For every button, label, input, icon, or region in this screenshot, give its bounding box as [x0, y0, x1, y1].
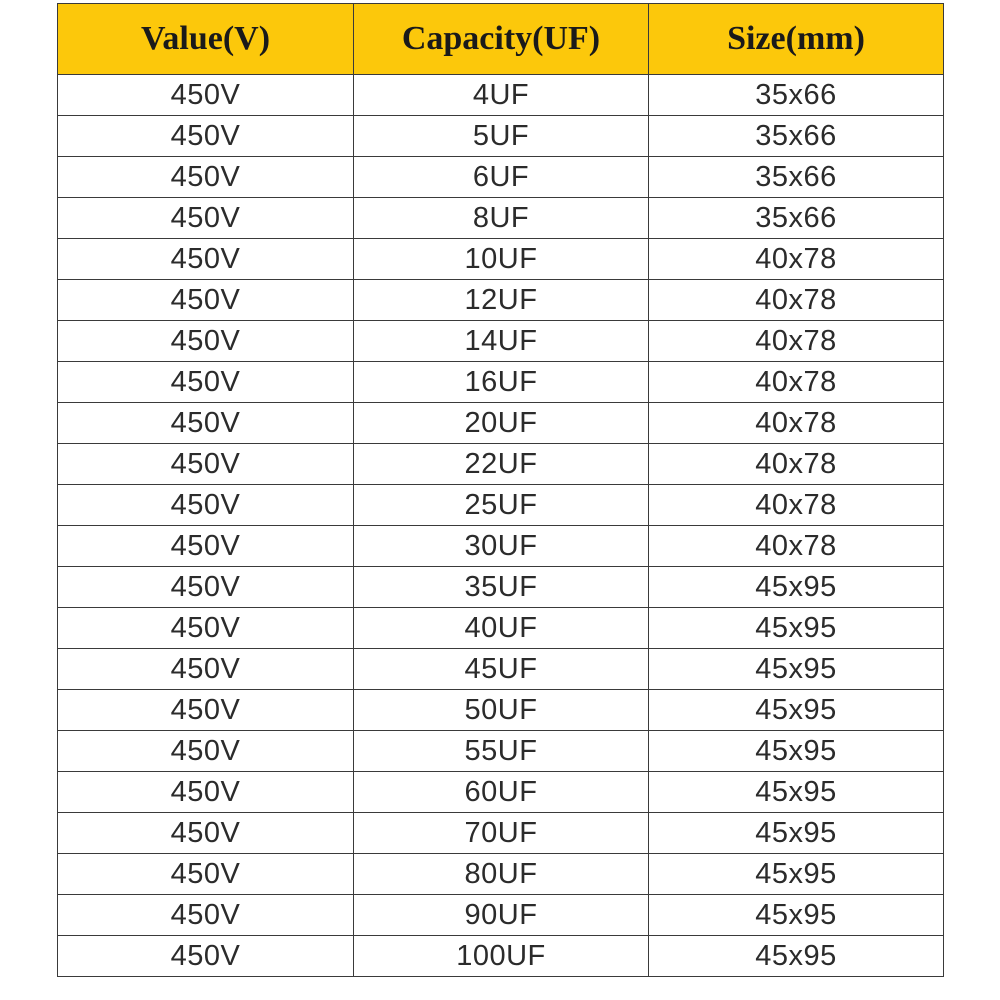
cell-value: 450V: [58, 444, 354, 485]
table-row: [58, 116, 944, 157]
cell-value: 450V: [58, 280, 354, 321]
cell-capacity: 100UF: [354, 936, 649, 977]
cell-capacity: 80UF: [354, 854, 649, 895]
table-row: [58, 239, 944, 280]
cell-size: 40x78: [649, 485, 944, 526]
cell-value: 450V: [58, 895, 354, 936]
cell-capacity: 55UF: [354, 731, 649, 772]
cell-capacity: 40UF: [354, 608, 649, 649]
table-row: [58, 731, 944, 772]
cell-value: 450V: [58, 772, 354, 813]
cell-size: 45x95: [649, 649, 944, 690]
table-row: [58, 608, 944, 649]
cell-capacity: 25UF: [354, 485, 649, 526]
cell-value: 450V: [58, 157, 354, 198]
cell-size: 45x95: [649, 690, 944, 731]
cell-capacity: 35UF: [354, 567, 649, 608]
cell-value: 450V: [58, 649, 354, 690]
table-row: [58, 75, 944, 116]
table-row: [58, 485, 944, 526]
cell-value: 450V: [58, 731, 354, 772]
header-size: Size(mm): [649, 4, 944, 75]
cell-size: 40x78: [649, 444, 944, 485]
table-row: [58, 403, 944, 444]
cell-capacity: 90UF: [354, 895, 649, 936]
table-row: [58, 690, 944, 731]
cell-capacity: 14UF: [354, 321, 649, 362]
cell-capacity: 8UF: [354, 198, 649, 239]
cell-capacity: 10UF: [354, 239, 649, 280]
cell-capacity: 5UF: [354, 116, 649, 157]
cell-size: 35x66: [649, 198, 944, 239]
cell-size: 45x95: [649, 772, 944, 813]
table-row: [58, 280, 944, 321]
cell-value: 450V: [58, 403, 354, 444]
cell-value: 450V: [58, 690, 354, 731]
cell-capacity: 60UF: [354, 772, 649, 813]
cell-capacity: 12UF: [354, 280, 649, 321]
cell-size: 45x95: [649, 895, 944, 936]
table-row: [58, 813, 944, 854]
header-value: Value(V): [58, 4, 354, 75]
cell-value: 450V: [58, 239, 354, 280]
cell-size: 40x78: [649, 321, 944, 362]
cell-size: 45x95: [649, 608, 944, 649]
table-row: [58, 157, 944, 198]
cell-capacity: 70UF: [354, 813, 649, 854]
cell-size: 45x95: [649, 854, 944, 895]
table-row: [58, 198, 944, 239]
cell-capacity: 20UF: [354, 403, 649, 444]
cell-size: 40x78: [649, 239, 944, 280]
cell-value: 450V: [58, 485, 354, 526]
header-capacity: Capacity(UF): [354, 4, 649, 75]
table-row: [58, 772, 944, 813]
cell-size: 40x78: [649, 403, 944, 444]
table-row: [58, 444, 944, 485]
cell-size: 40x78: [649, 280, 944, 321]
table-row: [58, 567, 944, 608]
cell-size: 45x95: [649, 813, 944, 854]
cell-capacity: 16UF: [354, 362, 649, 403]
cell-capacity: 6UF: [354, 157, 649, 198]
table-row: [58, 895, 944, 936]
cell-size: 35x66: [649, 75, 944, 116]
cell-capacity: 22UF: [354, 444, 649, 485]
cell-value: 450V: [58, 567, 354, 608]
cell-size: 45x95: [649, 731, 944, 772]
cell-size: 40x78: [649, 362, 944, 403]
cell-value: 450V: [58, 75, 354, 116]
table-row: [58, 854, 944, 895]
cell-value: 450V: [58, 936, 354, 977]
cell-value: 450V: [58, 321, 354, 362]
table-row: [58, 526, 944, 567]
cell-value: 450V: [58, 854, 354, 895]
cell-size: 40x78: [649, 526, 944, 567]
cell-capacity: 50UF: [354, 690, 649, 731]
cell-value: 450V: [58, 362, 354, 403]
table-row: [58, 936, 944, 977]
table-row: [58, 362, 944, 403]
cell-size: 45x95: [649, 936, 944, 977]
table-header-row: [58, 4, 944, 75]
cell-size: 35x66: [649, 157, 944, 198]
cell-capacity: 4UF: [354, 75, 649, 116]
cell-size: 45x95: [649, 567, 944, 608]
capacitor-spec-table: [57, 3, 944, 977]
cell-value: 450V: [58, 608, 354, 649]
cell-capacity: 30UF: [354, 526, 649, 567]
cell-capacity: 45UF: [354, 649, 649, 690]
cell-value: 450V: [58, 813, 354, 854]
cell-value: 450V: [58, 526, 354, 567]
cell-value: 450V: [58, 198, 354, 239]
table-row: [58, 649, 944, 690]
cell-value: 450V: [58, 116, 354, 157]
cell-size: 35x66: [649, 116, 944, 157]
table-row: [58, 321, 944, 362]
